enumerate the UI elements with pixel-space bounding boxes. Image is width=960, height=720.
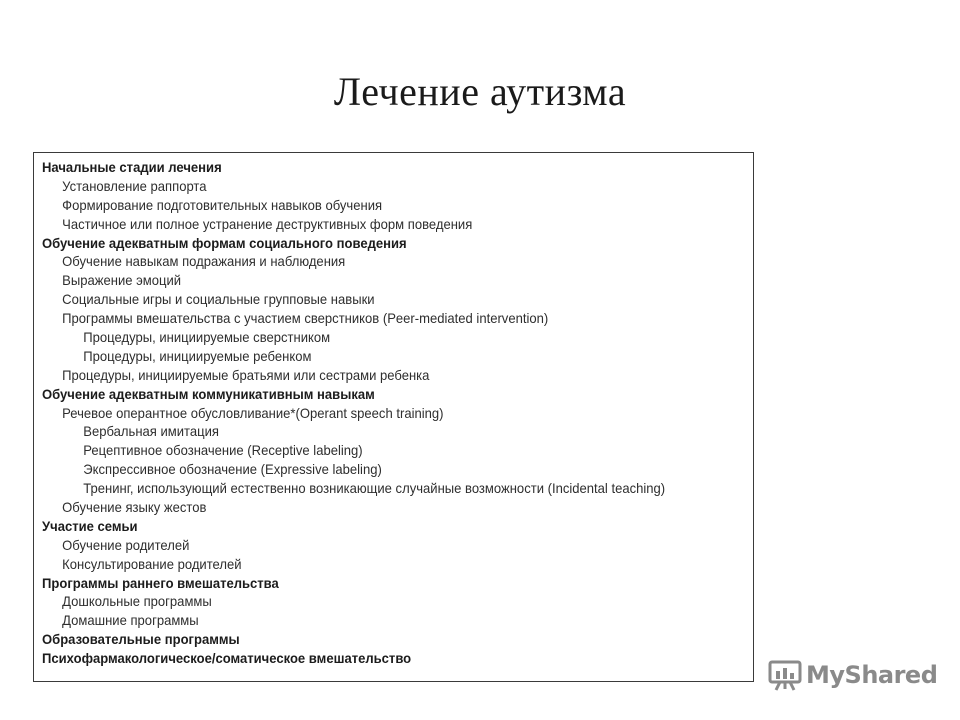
treatment-table	[33, 152, 754, 682]
list-item: Обучение родителей	[62, 537, 190, 553]
section-heading: Начальные стадии лечения	[42, 160, 222, 175]
list-item: Обучение языку жестов	[62, 500, 207, 516]
slide-title: Лечение аутизма	[333, 69, 627, 114]
sub-list-item: Вербальная имитация	[83, 424, 219, 440]
list-item: Программы вмешательства с участием сверстников (Peer-mediated intervention)	[62, 311, 549, 327]
list-item: Консультирование родителей	[62, 556, 242, 572]
list-item: Частичное или полное устранение деструктивных форм поведения	[62, 216, 473, 232]
section-heading: Обучение адекватным формам социального поведения	[42, 235, 407, 251]
sub-list-item: Экспрессивное обозначение (Expressive labeling)	[83, 462, 382, 478]
section-heading: Психофармакологическое/соматическое вмешательство	[42, 651, 412, 667]
treatment-outline	[42, 159, 691, 669]
sub-list-item: Рецептивное обозначение (Receptive labeling)	[83, 443, 363, 459]
watermark-text: MyShared	[806, 661, 938, 689]
sub-list-item: Процедуры, инициируемые ребенком	[83, 348, 312, 364]
section-heading: Образовательные программы	[42, 632, 240, 648]
list-item: Выражение эмоций	[62, 273, 182, 289]
sub-list-item: Процедуры, инициируемые сверстником	[83, 330, 331, 346]
list-item: Речевое оперантное обусловливание*(Operant speech training)	[62, 405, 444, 421]
sub-list-item: Тренинг, использующий естественно возникающие случайные возможности (Incidental teaching)	[83, 481, 666, 497]
section-heading: Участие семьи	[42, 518, 138, 534]
list-item: Домашние программы	[62, 613, 199, 629]
list-item: Установление раппорта	[62, 178, 207, 194]
myshared-watermark	[768, 657, 937, 693]
list-item: Формирование подготовительных навыков обучения	[62, 197, 383, 213]
list-item: Социальные игры и социальные групповые навыки	[62, 292, 375, 308]
presentation-board-icon	[768, 659, 802, 691]
list-item: Обучение навыкам подражания и наблюдения	[62, 254, 346, 270]
list-item: Дошкольные программы	[62, 594, 212, 610]
list-item: Процедуры, инициируемые братьями или сестрами ребенка	[62, 367, 430, 383]
section-heading: Обучение адекватным коммуникативным навыкам	[42, 386, 375, 402]
section-heading: Программы раннего вмешательства	[42, 575, 279, 591]
